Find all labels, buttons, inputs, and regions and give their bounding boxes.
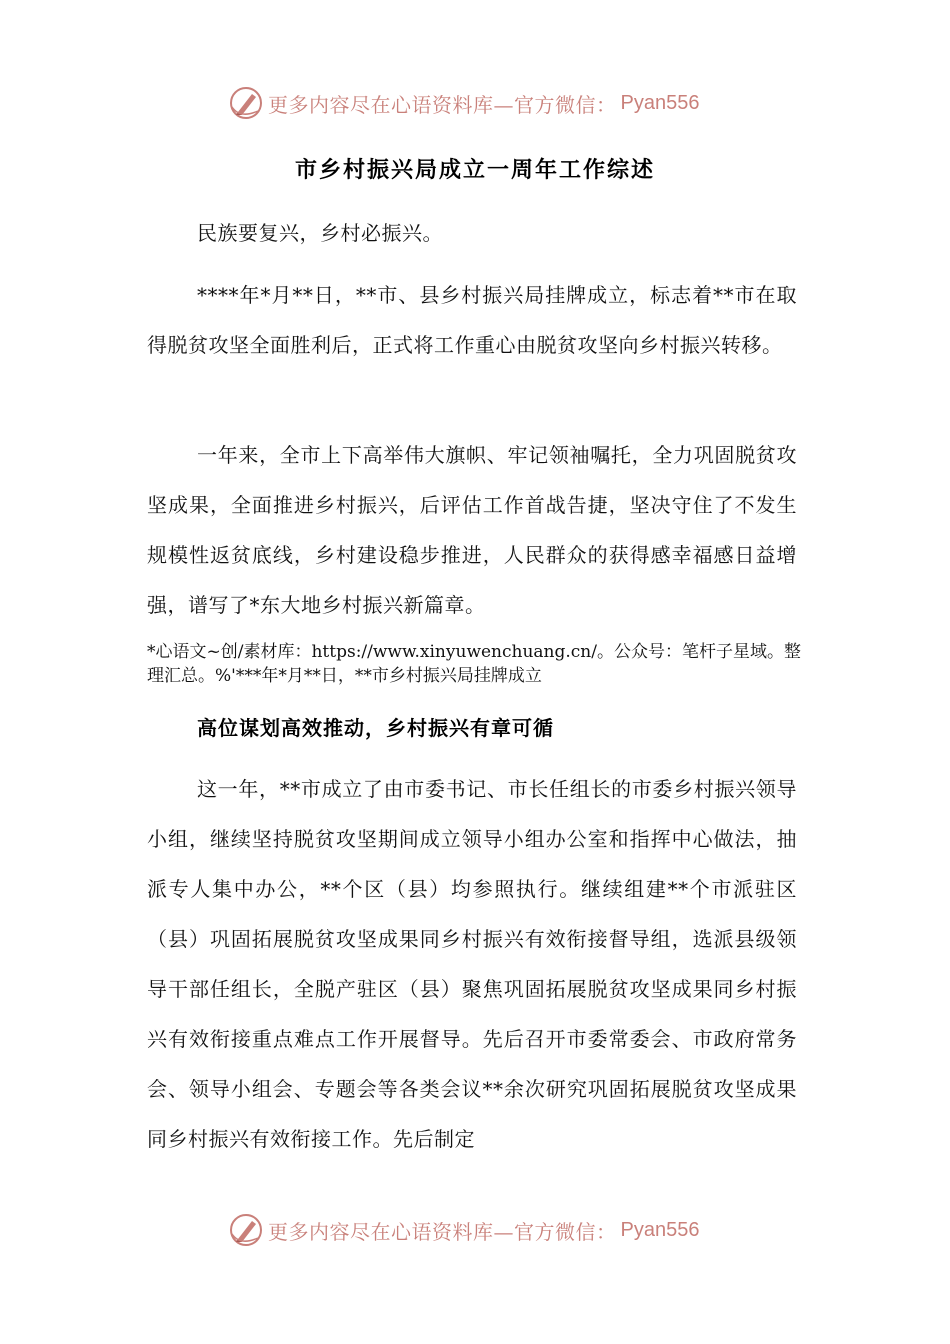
pen-logo-icon (228, 1212, 264, 1248)
paragraph-section-body: 这一年，**市成立了由市委书记、市长任组长的市委乡村振兴领导小组，继续坚持脱贫攻坚期间成立领导小组办公室和指挥中心做法，抽派专人集中办公，**个区（县）均参照执行。继续组建**个市派驻区（县）巩固拓展脱贫攻坚成果同乡村振兴有效衔接督导组，选派县级领导干部任组长，全脱产驻区（县）聚焦巩固拓展脱贫攻坚成果同乡村振兴有效衔接重点难点工作开展督导。先后召开市委常委会、市政府常务会、领导小组会、专题会等各类会议**余次研究巩固拓展脱贫攻坚成果同乡村振兴有效衔接工作。先后制定 (147, 777, 797, 1151)
banner-text: 更多内容尽在心语资料库—官方微信： (268, 92, 617, 117)
banner-wechat-id: Pyan556 (620, 91, 700, 114)
document-title: 市乡村振兴局成立一周年工作综述 (294, 158, 655, 183)
source-note: *心语文~创/素材库：https://www.xinyuwenchuang.cn/。公众号：笔杆子星域。整理汇总。%'***年*月**日，**市乡村振兴局挂牌成立 (147, 642, 801, 686)
header-banner (228, 83, 699, 123)
banner-text: 更多内容尽在心语资料库—官方微信： (268, 1219, 617, 1244)
paragraph-year-summary: 一年来，全市上下高举伟大旗帜、牢记领袖嘱托，全力巩固脱贫攻坚成果，全面推进乡村振兴，后评估工作首战告捷，坚决守住了不发生规模性返贫底线，乡村建设稳步推进，人民群众的获得感幸福感日益增强，谱写了*东大地乡村振兴新篇章。 (147, 443, 797, 617)
banner-wechat-id: Pyan556 (620, 1218, 700, 1241)
paragraph-founding: ****年*月**日，**市、县乡村振兴局挂牌成立，标志着**市在取得脱贫攻坚全面胜利后，正式将工作重心由脱贫攻坚向乡村振兴转移。 (147, 283, 797, 357)
paragraph-intro: 民族要复兴，乡村必振兴。 (197, 221, 443, 245)
section-heading: 高位谋划高效推动，乡村振兴有章可循 (197, 716, 554, 740)
pen-logo-icon (228, 85, 264, 121)
footer-banner (228, 1210, 699, 1250)
